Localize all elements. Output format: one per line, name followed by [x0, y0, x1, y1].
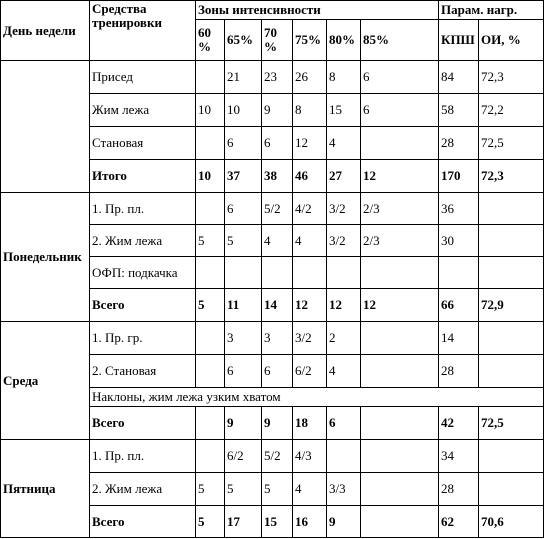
- header-zones: Зоны интенсивности: [196, 1, 439, 20]
- zone-cell: 4: [293, 473, 327, 506]
- zone-cell: 5: [225, 225, 262, 257]
- zone-cell: 9: [262, 94, 293, 127]
- zone-cell: 2/3: [361, 225, 439, 257]
- zone-cell: 37: [225, 160, 262, 193]
- kpsh-cell: 42: [439, 407, 479, 440]
- zone-cell: 6: [225, 355, 262, 388]
- oi-cell: [479, 225, 544, 257]
- zone-cell: [196, 322, 225, 355]
- zone-cell: 21: [225, 61, 262, 94]
- means-cell: Присед: [90, 61, 196, 94]
- zone-cell: 27: [327, 160, 361, 193]
- zone-cell: 8: [327, 61, 361, 94]
- kpsh-cell: 66: [439, 289, 479, 322]
- kpsh-cell: [439, 257, 479, 289]
- zone-cell: 10: [196, 160, 225, 193]
- zone-cell: 10: [225, 94, 262, 127]
- zone-cell: [361, 127, 439, 160]
- oi-cell: 72,3: [479, 61, 544, 94]
- total-label: Всего: [90, 506, 196, 538]
- zone-cell: 18: [293, 407, 327, 440]
- zone-cell: 4: [327, 127, 361, 160]
- oi-cell: 70,6: [479, 506, 544, 538]
- zone-cell: 6: [262, 127, 293, 160]
- zone-cell: 3/2: [327, 193, 361, 225]
- means-cell: 2. Жим лежа: [90, 473, 196, 506]
- zone-cell: 5: [196, 473, 225, 506]
- kpsh-cell: 14: [439, 322, 479, 355]
- zone-col-60: 60 %: [196, 20, 225, 61]
- zone-cell: [361, 473, 439, 506]
- total-label: Всего: [90, 407, 196, 440]
- oi-cell: 72,9: [479, 289, 544, 322]
- zone-cell: 9: [225, 407, 262, 440]
- oi-cell: 72,3: [479, 160, 544, 193]
- kpsh-cell: 28: [439, 127, 479, 160]
- zone-cell: 6: [327, 407, 361, 440]
- zone-cell: [196, 440, 225, 473]
- header-means: Средства тренировки: [90, 1, 196, 61]
- zone-cell: [361, 506, 439, 538]
- kpsh-cell: 36: [439, 193, 479, 225]
- header-params: Парам. нагр.: [439, 1, 544, 20]
- zone-cell: 3/3: [327, 473, 361, 506]
- zone-cell: 11: [225, 289, 262, 322]
- zone-cell: 3: [262, 322, 293, 355]
- total-label: Итого: [90, 160, 196, 193]
- zone-cell: 15: [327, 94, 361, 127]
- zone-cell: 6/2: [293, 355, 327, 388]
- zone-cell: 5: [196, 506, 225, 538]
- total-label: Всего: [90, 289, 196, 322]
- zone-cell: 12: [293, 289, 327, 322]
- zone-cell: 46: [293, 160, 327, 193]
- means-cell: Жим лежа: [90, 94, 196, 127]
- zone-cell: 12: [293, 127, 327, 160]
- zone-cell: 5: [196, 289, 225, 322]
- zone-cell: 17: [225, 506, 262, 538]
- zone-cell: 15: [262, 506, 293, 538]
- zone-cell: 23: [262, 61, 293, 94]
- kpsh-cell: 170: [439, 160, 479, 193]
- oi-cell: 72,5: [479, 127, 544, 160]
- kpsh-cell: 34: [439, 440, 479, 473]
- param-col-kpsh: КПШ: [439, 20, 479, 61]
- zone-col-75: 75%: [293, 20, 327, 61]
- zone-cell: 8: [293, 94, 327, 127]
- zone-cell: 2/3: [361, 193, 439, 225]
- zone-cell: 3/2: [327, 225, 361, 257]
- zone-cell: [327, 257, 361, 289]
- kpsh-cell: 28: [439, 355, 479, 388]
- zone-cell: [361, 407, 439, 440]
- zone-cell: 5: [196, 225, 225, 257]
- zone-cell: [196, 257, 225, 289]
- means-cell: 1. Пр. пл.: [90, 440, 196, 473]
- oi-cell: [479, 355, 544, 388]
- note-cell: Наклоны, жим лежа узким хватом: [90, 388, 544, 407]
- zone-cell: 5: [262, 473, 293, 506]
- kpsh-cell: 58: [439, 94, 479, 127]
- zone-cell: [293, 257, 327, 289]
- zone-cell: 4: [327, 355, 361, 388]
- zone-cell: [196, 61, 225, 94]
- oi-cell: [479, 257, 544, 289]
- zone-cell: 3: [225, 322, 262, 355]
- zone-cell: [196, 193, 225, 225]
- zone-cell: [196, 355, 225, 388]
- kpsh-cell: 62: [439, 506, 479, 538]
- zone-cell: [225, 257, 262, 289]
- zone-cell: 10: [196, 94, 225, 127]
- zone-cell: 6: [361, 94, 439, 127]
- zone-cell: 6: [361, 61, 439, 94]
- zone-cell: 12: [361, 289, 439, 322]
- means-cell: ОФП: подкачка: [90, 257, 196, 289]
- zone-cell: [327, 440, 361, 473]
- day-cell-wednesday: Среда: [1, 322, 90, 440]
- oi-cell: [479, 473, 544, 506]
- zone-col-65: 65%: [225, 20, 262, 61]
- zone-cell: 6: [262, 355, 293, 388]
- zone-cell: 2: [327, 322, 361, 355]
- oi-cell: 72,2: [479, 94, 544, 127]
- zone-cell: 4: [262, 225, 293, 257]
- zone-cell: 4/3: [293, 440, 327, 473]
- zone-cell: [361, 440, 439, 473]
- zone-cell: 6: [225, 193, 262, 225]
- means-cell: 2. Жим лежа: [90, 225, 196, 257]
- kpsh-cell: 84: [439, 61, 479, 94]
- zone-cell: 12: [361, 160, 439, 193]
- zone-cell: 6: [225, 127, 262, 160]
- zone-cell: 9: [262, 407, 293, 440]
- zone-cell: [361, 257, 439, 289]
- zone-cell: [196, 407, 225, 440]
- oi-cell: [479, 322, 544, 355]
- zone-cell: 5/2: [262, 193, 293, 225]
- zone-cell: 3/2: [293, 322, 327, 355]
- day-cell-friday: Пятница: [1, 440, 90, 538]
- zone-cell: 9: [327, 506, 361, 538]
- zone-cell: 14: [262, 289, 293, 322]
- zone-cell: [262, 257, 293, 289]
- kpsh-cell: 28: [439, 473, 479, 506]
- zone-cell: 5/2: [262, 440, 293, 473]
- zone-cell: 4: [293, 225, 327, 257]
- day-cell-monday: Понедельник: [1, 193, 90, 322]
- oi-cell: 72,5: [479, 407, 544, 440]
- zone-col-85: 85%: [361, 20, 439, 61]
- zone-cell: 16: [293, 506, 327, 538]
- means-cell: 2. Становая: [90, 355, 196, 388]
- oi-cell: [479, 193, 544, 225]
- oi-cell: [479, 440, 544, 473]
- zone-cell: 6/2: [225, 440, 262, 473]
- zone-cell: [361, 355, 439, 388]
- zone-cell: 38: [262, 160, 293, 193]
- param-col-oi: ОИ, %: [479, 20, 544, 61]
- zone-cell: 4/2: [293, 193, 327, 225]
- zone-cell: 5: [225, 473, 262, 506]
- zone-col-80: 80%: [327, 20, 361, 61]
- means-cell: Становая: [90, 127, 196, 160]
- zone-cell: [361, 322, 439, 355]
- zone-col-70: 70 %: [262, 20, 293, 61]
- zone-cell: 26: [293, 61, 327, 94]
- means-cell: 1. Пр. гр.: [90, 322, 196, 355]
- zone-cell: 12: [327, 289, 361, 322]
- means-cell: 1. Пр. пл.: [90, 193, 196, 225]
- day-cell-blank: [1, 61, 90, 193]
- header-day: День недели: [1, 1, 90, 61]
- kpsh-cell: 30: [439, 225, 479, 257]
- zone-cell: [196, 127, 225, 160]
